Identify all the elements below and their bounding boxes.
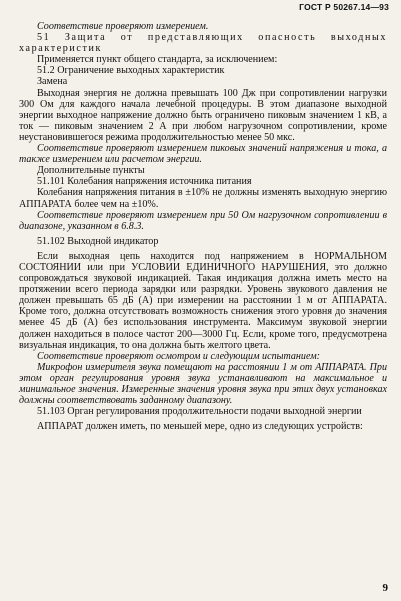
paragraph: Выходная энергия не должна превышать 100 Дж при сопротивлении нагрузки 300 Ом для каждого начала лечебной процедуры. В этом диапазоне выходной энергии выходное напряжение должно быть ограничено пиковым значением 1 кВ, а ток — пиковым значением 2 А при любом нагрузочном сопротивлении, кроме неустановившегося режима продолжительностью менее 50 мкс. [19,87,387,143]
paragraph: Колебания напряжения питания в ±10% не должны изменять выходную энергию АППАРАТА более чем на ±10%. [19,187,387,210]
clause-heading: 51.101 Колебания напряжения источника питания [37,176,252,188]
body-text [19,21,387,432]
compliance-note: Соответствие проверяют осмотром и следующим испытанием: [37,350,321,362]
clause-heading: 51.2 Ограничение выходных характеристик [37,65,225,77]
compliance-note: Соответствие проверяют измерением пиковых значений напряжения и тока, а также измерением или расчетом энергии. [19,143,387,166]
paragraph: Применяется пункт общего стандарта, за исключением: [37,54,278,66]
paragraph: Дополнительные пункты [37,165,145,177]
compliance-note: Соответствие проверяют измерением. [37,21,209,32]
clause-heading: 51.103 Орган регулирования продолжительности подачи выходной энергии [37,406,362,418]
page-number: 9 [382,582,388,594]
compliance-note: Соответствие проверяют измерением при 50 Ом нагрузочном сопротивлении в диапазоне, указанном в 6.8.3. [19,209,387,232]
clause-heading: 51.102 Выходной индикатор [37,235,159,247]
paragraph: Замена [37,76,68,88]
section-heading: 51 Защита от представляющих опасность выходных характеристик [19,32,387,55]
test-description: Микрофон измерителя звука помещают на расстоянии 1 м от АППАРАТА. При этом орган регулирования уровня звука устанавливают на максимальное и минимальное значения. Измеренные значения уровня звука при этих двух установках должны соответствовать заданному диапазону. [19,361,387,407]
paragraph: Если выходная цепь находится под напряжением в НОРМАЛЬНОМ СОСТОЯНИИ или при УСЛОВИИ ЕДИНИЧНОГО НАРУШЕНИЯ, это должно сопровождаться звуковой индикацией. Такая индикация должна иметь место на протяжении всего периода зарядки или разрядки. Уровень звукового давления не должен превышать 65 дБ (А) при измерении на расстоянии 1 м от АППАРАТА. Кроме того, должна отсутствовать возможность снижения этого уровня до значения менее 45 дБ (А) без использования инструмента. Максимум звуковой энергии должен находиться в полосе частот 200—3000 Гц. Если, кроме того, предусмотрена визуальная индикация, то она должна быть желтого цвета. [19,250,387,351]
paragraph: АППАРАТ должен иметь, по меньшей мере, одно из следующих устройств: [37,421,363,433]
standard-header: ГОСТ Р 50267.14—93 [299,2,389,12]
